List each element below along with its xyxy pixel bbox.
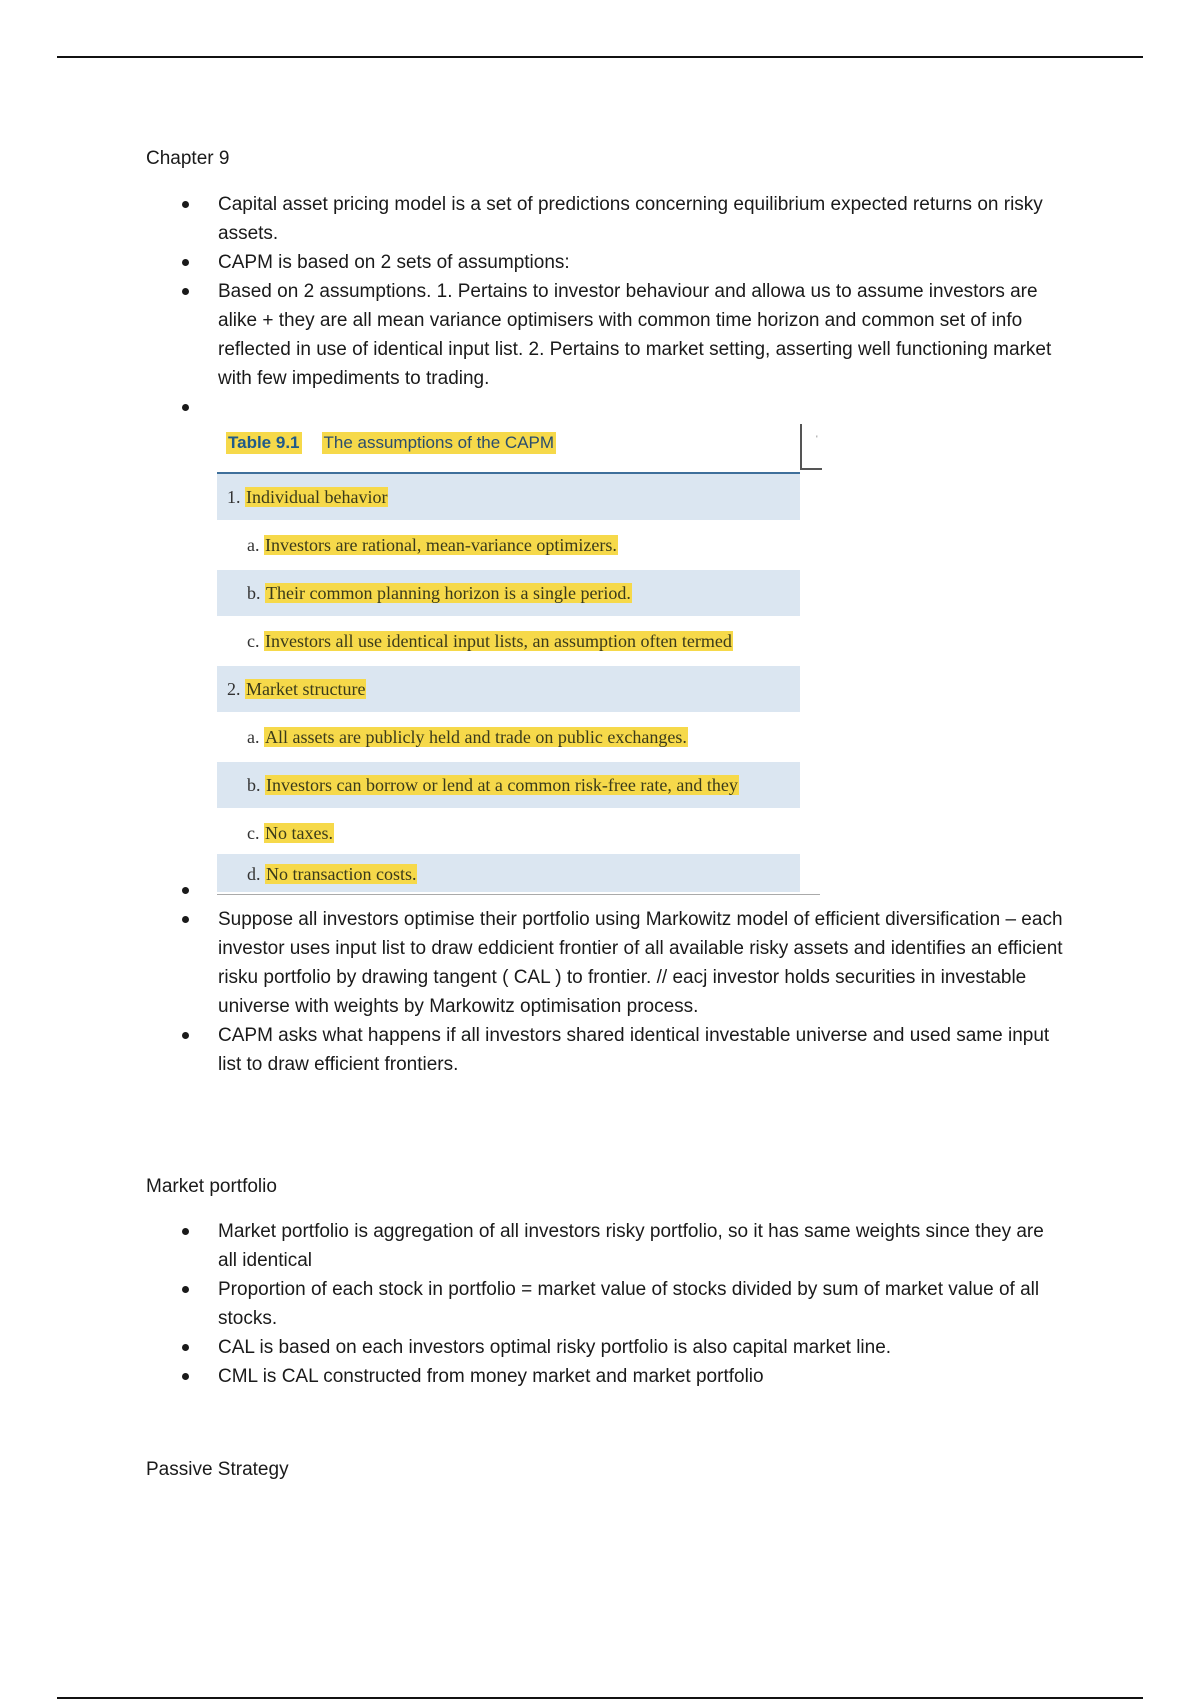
list-item: Market portfolio is aggregation of all investors risky portfolio, so it has same weights since they are all identical xyxy=(146,1217,1066,1275)
crop-mark-dot: ' xyxy=(816,434,818,444)
table-row: d. No transaction costs. xyxy=(217,854,800,892)
table-row: b. Their common planning horizon is a single period. xyxy=(217,570,800,616)
table-caption xyxy=(226,432,556,454)
list-item: Proportion of each stock in portfolio = market value of stocks divided by sum of market value of all stocks. xyxy=(146,1275,1066,1333)
bullet-list-chapter-9 xyxy=(146,190,1066,422)
table-row: a. Investors are rational, mean-variance optimizers. xyxy=(247,535,617,555)
table-row: 1. Individual behavior xyxy=(217,474,800,520)
capm-assumptions-table xyxy=(217,420,823,900)
bullet-icon xyxy=(182,916,189,923)
list-item-empty xyxy=(146,876,1066,905)
bullet-icon xyxy=(182,259,189,266)
bottom-rule xyxy=(57,1697,1143,1699)
table-row: 2. Market structure xyxy=(217,666,800,712)
list-item-empty xyxy=(146,393,1066,422)
list-item: Based on 2 assumptions. 1. Pertains to investor behaviour and allowa us to assume investors are alike + they are all mean variance optimisers with common time horizon and common set of info reflected in use of identical input list. 2. Pertains to market setting, asserting well functioning market with few impediments to trading. xyxy=(146,277,1066,393)
bullet-icon xyxy=(182,201,189,208)
bullet-icon xyxy=(182,404,189,411)
list-item: CAPM is based on 2 sets of assumptions: xyxy=(146,248,1066,277)
heading-market-portfolio: Market portfolio xyxy=(146,1176,277,1197)
bullet-icon xyxy=(182,1032,189,1039)
table-number: Table 9.1 xyxy=(228,433,300,452)
heading-passive-strategy: Passive Strategy xyxy=(146,1459,289,1480)
crop-mark xyxy=(800,424,822,470)
bullet-icon xyxy=(182,1228,189,1235)
table-title: The assumptions of the CAPM xyxy=(323,433,555,452)
heading-chapter-9: Chapter 9 xyxy=(146,148,230,169)
table-row: c. Investors all use identical input lists, an assumption often termed xyxy=(247,631,732,651)
list-item: CAPM asks what happens if all investors shared identical investable universe and used same input list to draw efficient frontiers. xyxy=(146,1021,1066,1079)
bullet-list-after-table xyxy=(146,876,1066,1079)
table-row: c. No taxes. xyxy=(247,823,333,843)
top-rule xyxy=(57,56,1143,58)
list-item: Capital asset pricing model is a set of predictions concerning equilibrium expected returns on risky assets. xyxy=(146,190,1066,248)
bullet-icon xyxy=(182,1344,189,1351)
bullet-icon xyxy=(182,288,189,295)
bullet-list-market-portfolio xyxy=(146,1217,1066,1391)
bullet-icon xyxy=(182,887,189,894)
bullet-icon xyxy=(182,1373,189,1380)
list-item: CAL is based on each investors optimal risky portfolio is also capital market line. xyxy=(146,1333,1066,1362)
bullet-icon xyxy=(182,1286,189,1293)
list-item: Suppose all investors optimise their portfolio using Markowitz model of efficient diversification – each investor uses input list to draw eddicient frontier of all available risky assets and identifies an efficient risku portfolio by drawing tangent ( CAL ) to frontier. // eacj investor holds securities in investable universe with weights by Markowitz optimisation process. xyxy=(146,905,1066,1021)
list-item: CML is CAL constructed from money market and market portfolio xyxy=(146,1362,1066,1391)
table-row: b. Investors can borrow or lend at a common risk-free rate, and they xyxy=(217,762,800,808)
table-row: a. All assets are publicly held and trade on public exchanges. xyxy=(247,727,687,747)
